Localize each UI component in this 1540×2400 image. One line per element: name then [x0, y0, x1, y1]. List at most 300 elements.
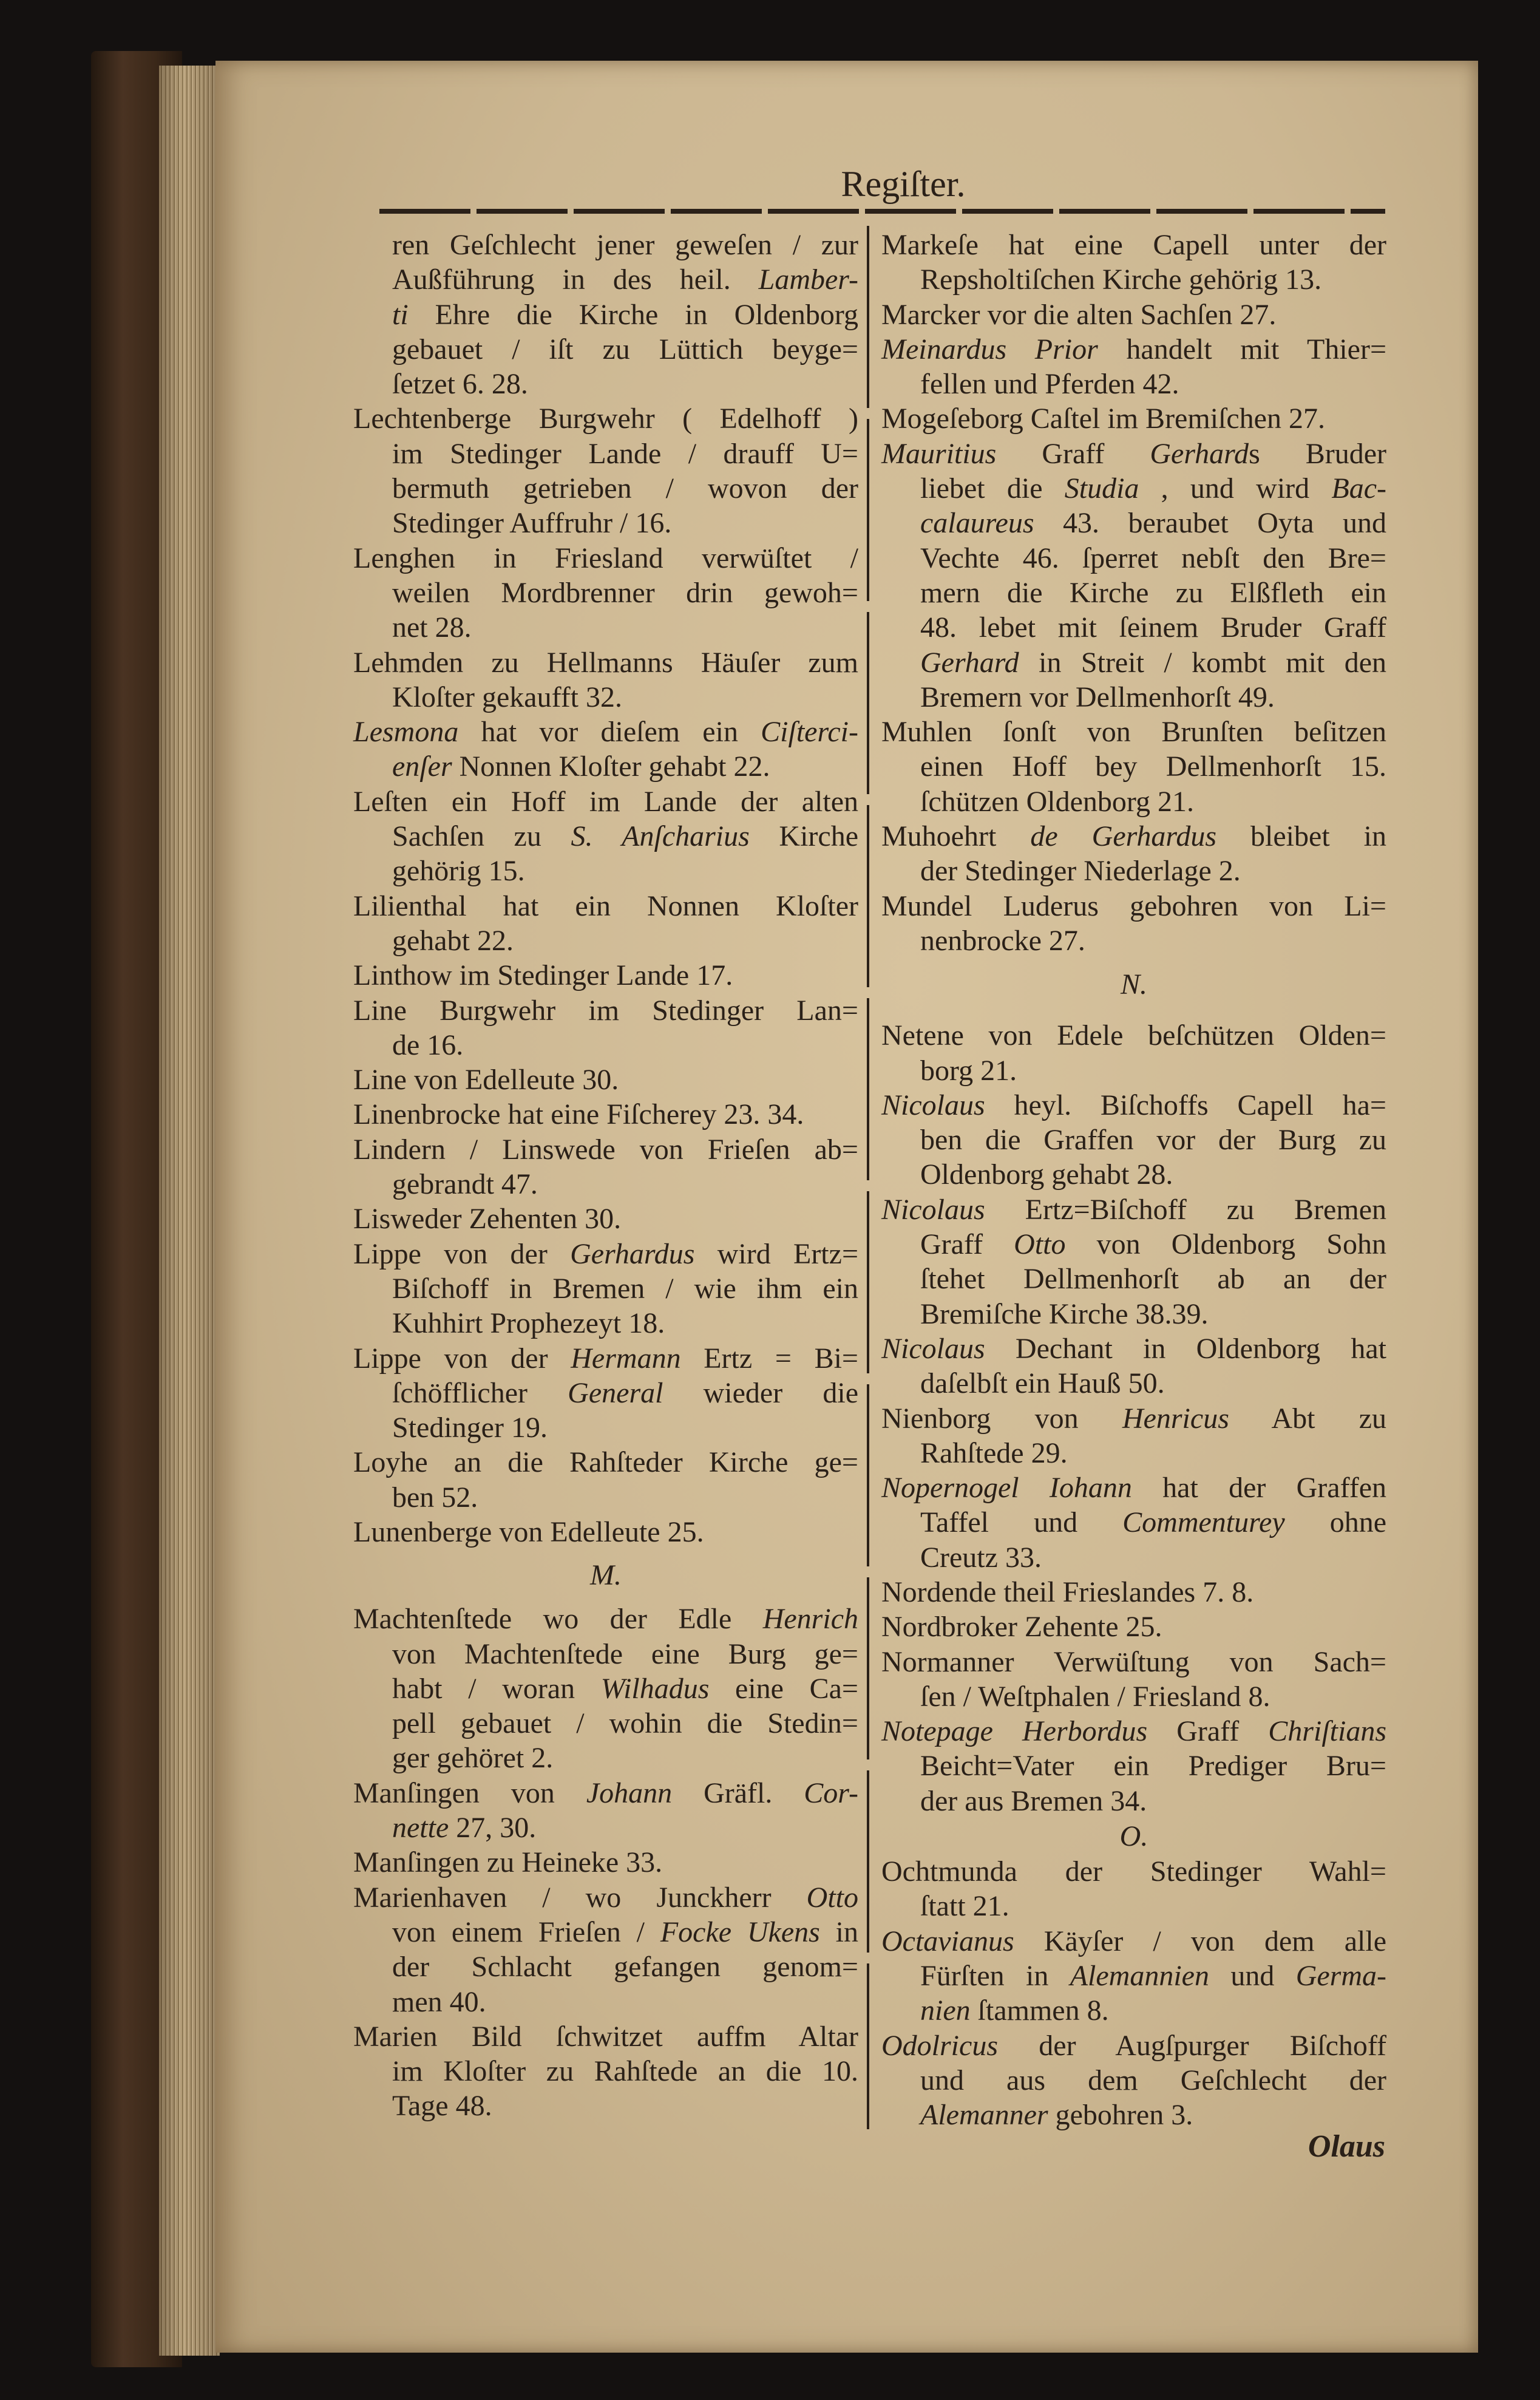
- index-text: Ertz = Bi=: [680, 1342, 859, 1375]
- index-text: Mogeſeborg Caſtel im Bremiſchen 27.: [881, 403, 1325, 435]
- running-head: Regiſter.: [841, 164, 966, 204]
- index-line: [353, 1776, 858, 1810]
- index-text: Graff: [1147, 1715, 1269, 1748]
- index-entry: [881, 1645, 1386, 1715]
- index-text: Oldenborg gehabt 28.: [920, 1158, 1173, 1191]
- index-line: [881, 1575, 1386, 1610]
- index-line: [881, 1854, 1386, 1889]
- index-line: [881, 784, 1386, 819]
- index-text: Kirche: [749, 820, 859, 853]
- index-line: [881, 854, 1386, 888]
- index-text: Creutz 33.: [920, 1541, 1042, 1574]
- index-line: [881, 819, 1386, 854]
- index-italic-text: Wilhadus: [600, 1672, 710, 1705]
- index-line: [353, 1985, 858, 2019]
- index-line: [881, 1262, 1386, 1296]
- index-text: gebohren 3.: [1048, 2099, 1193, 2132]
- index-text: von Oldenborg Sohn: [1065, 1228, 1386, 1261]
- index-text: Bremiſche Kirche 38.39.: [920, 1297, 1209, 1330]
- index-entry: [881, 1470, 1386, 1575]
- index-entry: [353, 1602, 858, 1775]
- index-italic-text: Ciſterci-: [761, 716, 858, 749]
- index-entry: [881, 228, 1386, 297]
- index-text: Abt zu: [1229, 1402, 1387, 1435]
- index-text: 43. beraubet Oyta und: [1034, 507, 1386, 540]
- index-italic-text: Gerhard: [1150, 437, 1249, 470]
- index-text: und aus dem Geſchlecht der: [920, 2064, 1386, 2096]
- index-text: habt / woran: [392, 1672, 601, 1705]
- index-line: [353, 1028, 858, 1062]
- index-line: [353, 1880, 858, 1915]
- index-line: [353, 1410, 858, 1445]
- index-text: Muhoehrt: [881, 820, 1031, 853]
- index-line: [881, 297, 1386, 332]
- index-line: [881, 1784, 1386, 1818]
- index-italic-text: Johann: [586, 1776, 673, 1809]
- index-text: nenbrocke 27.: [920, 924, 1085, 957]
- index-text: borg 21.: [920, 1054, 1017, 1087]
- index-text: Marien Bild ſchwitzet auffm Altar: [353, 2020, 858, 2053]
- index-italic-text: Henricus: [1122, 1402, 1229, 1435]
- index-line: [353, 262, 858, 297]
- index-line: [353, 1097, 858, 1132]
- section-heading-n: N.: [1120, 968, 1147, 1001]
- index-text: Lippe von der: [353, 1237, 571, 1270]
- index-text: von einem Frieſen /: [392, 1916, 660, 1948]
- index-line: [881, 1088, 1386, 1123]
- index-text: Dechant in Oldenborg hat: [985, 1332, 1386, 1365]
- index-text: Line von Edelleute 30.: [353, 1064, 619, 1096]
- index-text: Markeſe hat eine Capell unter der: [881, 229, 1386, 261]
- index-text: Linthow im Stedinger Lande 17.: [353, 959, 733, 992]
- index-line: [881, 889, 1386, 923]
- index-line: [881, 1749, 1386, 1783]
- index-italic-text: General: [568, 1376, 663, 1409]
- index-text: Lehmden zu Hellmanns Häuſer zum: [353, 646, 858, 679]
- index-italic-text: Nicolaus: [881, 1193, 985, 1226]
- index-line: [881, 228, 1386, 262]
- index-italic-text: Odolricus: [881, 2029, 998, 2062]
- index-text: in: [819, 1916, 859, 1948]
- index-line: [881, 923, 1386, 958]
- index-line: [353, 2089, 858, 2123]
- index-line: [353, 1306, 858, 1341]
- index-text: Beicht=Vater ein Prediger Bru=: [920, 1750, 1386, 1783]
- index-italic-text: calaureus: [920, 507, 1034, 540]
- index-line: [353, 541, 858, 576]
- index-text: im Stedinger Lande / drauff U=: [392, 437, 858, 470]
- index-italic-text: Otto: [1014, 1228, 1066, 1261]
- index-line: [881, 1924, 1386, 1959]
- index-entry: [881, 332, 1386, 402]
- index-line: [881, 1645, 1386, 1679]
- index-line: [353, 576, 858, 610]
- index-text: Ehre die Kirche in Oldenborg: [408, 298, 858, 331]
- index-text: Kuhhirt Prophezeyt 18.: [392, 1307, 665, 1340]
- index-text: net 28.: [392, 611, 472, 644]
- index-italic-text: Chriſtians: [1268, 1715, 1386, 1748]
- index-entry: [881, 1575, 1386, 1610]
- index-line: [881, 1436, 1386, 1470]
- index-text: Biſchoff in Bremen / wie ihm ein: [392, 1272, 858, 1305]
- index-italic-text: Commenturey: [1122, 1506, 1285, 1539]
- index-entry: [881, 1331, 1386, 1401]
- index-text: Graff: [996, 437, 1150, 470]
- index-entry: [353, 1776, 858, 1846]
- index-line: [353, 2019, 858, 2054]
- index-line: [881, 1959, 1386, 1993]
- index-line: [881, 1610, 1386, 1644]
- index-line: [881, 1297, 1386, 1331]
- index-text: Repsholtiſchen Kirche gehörig 13.: [920, 263, 1322, 296]
- index-italic-text: Nicolaus: [881, 1332, 985, 1365]
- index-text: men 40.: [392, 1985, 486, 2018]
- index-line: [881, 1993, 1386, 2028]
- index-line: [881, 645, 1386, 680]
- index-text: Machtenſtede wo der Edle: [353, 1603, 763, 1636]
- index-italic-text: Cor-: [804, 1776, 858, 1809]
- index-text: Käyſer / von dem alle: [1014, 1925, 1386, 1957]
- index-text: s Bruder: [1249, 437, 1387, 470]
- index-italic-text: enſer: [392, 750, 452, 783]
- index-entry: [881, 401, 1386, 436]
- index-italic-text: ti: [392, 298, 409, 331]
- index-line: [353, 749, 858, 784]
- index-text: Line Burgwehr im Stedinger Lan=: [353, 994, 858, 1027]
- index-text: ſtammen 8.: [970, 1994, 1109, 2027]
- index-line: [353, 1637, 858, 1671]
- index-entry: [353, 889, 858, 959]
- index-line: [881, 437, 1386, 471]
- index-line: [353, 645, 858, 680]
- index-text: heyl. Biſchoffs Capell ha=: [985, 1089, 1386, 1121]
- index-text: mern die Kirche zu Elßfleth ein: [920, 576, 1386, 609]
- index-italic-text: nien: [920, 1994, 971, 2027]
- index-text: hat der Graffen: [1131, 1472, 1387, 1504]
- index-text: Lenghen in Friesland verwüſtet /: [353, 542, 858, 574]
- index-line: [881, 715, 1386, 749]
- column-divider: [867, 226, 869, 2129]
- index-line: [353, 228, 858, 262]
- header-rule: [379, 209, 1385, 214]
- index-line: [353, 680, 858, 715]
- index-italic-text: Octavianus: [881, 1925, 1014, 1957]
- index-text: ohne: [1284, 1506, 1387, 1539]
- index-entry: [353, 401, 858, 540]
- index-line: [353, 889, 858, 923]
- index-line: [881, 1714, 1386, 1749]
- index-entry: [881, 1088, 1386, 1192]
- index-entry: [353, 1062, 858, 1097]
- index-text: weilen Mordbrenner drin gewoh=: [392, 576, 858, 609]
- index-line: [353, 1741, 858, 1775]
- index-text: de 16.: [392, 1028, 464, 1061]
- index-text: wird Ertz=: [694, 1237, 859, 1270]
- index-entry: [881, 1854, 1386, 1924]
- index-line: [881, 1679, 1386, 1714]
- index-line: [881, 367, 1386, 401]
- index-italic-text: Henrich: [762, 1603, 858, 1636]
- index-line: [881, 332, 1386, 367]
- index-entry: [353, 715, 858, 784]
- index-text: ſtehet Dellmenhorſt ab an der: [920, 1263, 1386, 1296]
- index-italic-text: Hermann: [571, 1342, 681, 1375]
- index-text: ben 52.: [392, 1481, 478, 1514]
- index-entry: [881, 2028, 1386, 2133]
- index-text: pell gebauet / wohin die Stedin=: [392, 1707, 858, 1740]
- index-line: [353, 471, 858, 506]
- index-italic-text: Lesmona: [353, 716, 459, 749]
- index-line: [353, 1237, 858, 1271]
- index-text: Muhlen ſonſt von Brunſten beſitzen: [881, 716, 1386, 749]
- index-line: [353, 1480, 858, 1515]
- index-line: [353, 715, 858, 749]
- index-line: [353, 1341, 858, 1376]
- index-text: im Kloſter zu Rahſtede an die 10.: [392, 2055, 858, 2088]
- index-text: bermuth getrieben / wovon der: [392, 472, 858, 505]
- index-text: Marienhaven / wo Junckherr: [353, 1881, 807, 1914]
- index-entry: [353, 1341, 858, 1446]
- index-line: [353, 854, 858, 888]
- index-text: Marcker vor die alten Sachſen 27.: [881, 298, 1277, 331]
- index-text: der Augſpurger Biſchoff: [998, 2029, 1386, 2062]
- index-line: [353, 1845, 858, 1880]
- index-text: wieder die: [663, 1376, 859, 1409]
- index-entry: [881, 819, 1386, 889]
- index-line: [881, 1018, 1386, 1053]
- index-text: Nonnen Kloſter gehabt 22.: [452, 750, 770, 783]
- catchword: Olaus: [1308, 2129, 1385, 2164]
- index-text: der Stedinger Niederlage 2.: [920, 855, 1241, 888]
- index-line: [353, 923, 858, 958]
- index-italic-text: Alemanner: [920, 2099, 1048, 2132]
- index-text: Außführung in des heil.: [392, 263, 759, 296]
- index-line: [353, 819, 858, 854]
- index-text: Ochtmunda der Stedinger Wahl=: [881, 1855, 1386, 1888]
- index-entry: [353, 993, 858, 1063]
- index-line: [353, 401, 858, 436]
- index-entry: [881, 1610, 1386, 1644]
- index-entry: [353, 1132, 858, 1202]
- index-line: [881, 506, 1386, 540]
- index-line: [881, 576, 1386, 610]
- index-entry: [353, 1845, 858, 1880]
- index-line: [881, 610, 1386, 645]
- index-entry: [353, 958, 858, 993]
- index-entry: [881, 889, 1386, 959]
- index-italic-text: de Gerhardus: [1030, 820, 1217, 853]
- index-text: Lunenberge von Edelleute 25.: [353, 1515, 704, 1548]
- index-italic-text: Bac-: [1331, 472, 1386, 505]
- index-line: [881, 471, 1386, 506]
- index-text: Lindern / Linswede von Frieſen ab=: [353, 1133, 858, 1166]
- index-line: [353, 297, 858, 332]
- index-text: Bremern vor Dellmenhorſt 49.: [920, 681, 1275, 713]
- index-text: liebet die: [920, 472, 1065, 505]
- index-text: Ertz=Biſchoff zu Bremen: [985, 1193, 1386, 1226]
- index-text: ſtatt 21.: [920, 1890, 1009, 1923]
- index-text: Leſten ein Hoff im Lande der alten: [353, 785, 858, 818]
- index-italic-text: Germa-: [1295, 1959, 1386, 1992]
- index-line: [881, 1227, 1386, 1262]
- index-italic-text: Lamber-: [758, 263, 858, 296]
- index-italic-text: Gerhardus: [570, 1237, 695, 1270]
- index-entry: [353, 1515, 858, 1549]
- index-text: bleibet in: [1216, 820, 1386, 853]
- index-italic-text: Gerhard: [920, 646, 1019, 679]
- index-line: [881, 680, 1386, 715]
- index-line: [881, 2063, 1386, 2098]
- index-line: [881, 401, 1386, 436]
- index-text: Vechte 46. ſperret nebſt den Bre=: [920, 542, 1386, 574]
- index-line: [353, 610, 858, 645]
- index-text: der Schlacht gefangen genom=: [392, 1951, 858, 1984]
- index-entry: [353, 1445, 858, 1515]
- index-text: Nienborg von: [881, 1402, 1122, 1435]
- index-text: Taffel und: [920, 1506, 1123, 1539]
- section-heading-m: M.: [590, 1559, 622, 1592]
- index-text: Tage 48.: [392, 2090, 492, 2123]
- index-entry: [353, 784, 858, 889]
- index-text: , und wird: [1139, 472, 1332, 505]
- index-entry: [353, 541, 858, 645]
- index-text: hat vor dieſem ein: [458, 716, 761, 749]
- index-text: der aus Bremen 34.: [920, 1784, 1147, 1817]
- index-line: [353, 1915, 858, 1950]
- index-text: handelt mit Thier=: [1097, 333, 1387, 365]
- index-entry: [353, 1202, 858, 1236]
- index-text: Netene von Edele beſchützen Olden=: [881, 1019, 1386, 1052]
- index-text: gehabt 22.: [392, 924, 514, 957]
- index-line: [353, 367, 858, 401]
- index-entry: [881, 1401, 1386, 1471]
- index-text: Graff: [920, 1228, 1014, 1261]
- index-line: [353, 1376, 858, 1410]
- index-line: [353, 1950, 858, 1984]
- index-column-left: [353, 228, 858, 2124]
- index-text: Fürſten in: [920, 1959, 1070, 1992]
- index-text: ſetzet 6. 28.: [392, 368, 528, 401]
- index-entry: [881, 297, 1386, 332]
- index-column-right: [881, 228, 1386, 2132]
- index-text: Linenbrocke hat eine Fiſcherey 23. 34.: [353, 1098, 804, 1131]
- index-entry: [881, 1924, 1386, 2028]
- index-line: [353, 1271, 858, 1306]
- index-text: ren Geſchlecht jener geweſen / zur: [392, 229, 858, 261]
- index-text: einen Hoff bey Dellmenhorſt 15.: [920, 750, 1386, 783]
- index-italic-text: Nicolaus: [881, 1089, 985, 1121]
- index-line: [353, 2054, 858, 2089]
- index-text: gebrandt 47.: [392, 1168, 538, 1201]
- index-text: Gräfl.: [672, 1776, 804, 1809]
- index-entry: [353, 645, 858, 715]
- index-line: [881, 1505, 1386, 1540]
- index-line: [881, 262, 1386, 297]
- index-italic-text: Notepage Herbordus: [881, 1715, 1148, 1748]
- index-line: [881, 1470, 1386, 1505]
- index-text: ſchöfflicher: [392, 1376, 568, 1409]
- index-text: und: [1209, 1959, 1296, 1992]
- index-text: Lilienthal hat ein Nonnen Kloſter: [353, 889, 858, 922]
- index-text: Loyhe an die Rahſteder Kirche ge=: [353, 1446, 858, 1479]
- index-text: eine Ca=: [709, 1672, 858, 1705]
- index-text: Manſingen von: [353, 1776, 586, 1809]
- index-text: daſelbſt ein Hauß 50.: [920, 1367, 1165, 1400]
- index-line: [353, 993, 858, 1028]
- index-text: Rahſtede 29.: [920, 1436, 1068, 1469]
- index-text: Normanner Verwüſtung von Sach=: [881, 1645, 1386, 1678]
- index-line: [353, 1810, 858, 1845]
- index-line: [881, 749, 1386, 784]
- index-line: [353, 437, 858, 471]
- index-line: [353, 1062, 858, 1097]
- index-italic-text: Mauritius: [881, 437, 997, 470]
- index-text: Manſingen zu Heineke 33.: [353, 1846, 663, 1879]
- index-text: Sachſen zu: [392, 820, 571, 853]
- index-line: [881, 1366, 1386, 1401]
- index-line: [881, 2028, 1386, 2063]
- index-text: Lippe von der: [353, 1342, 571, 1375]
- index-line: [353, 1706, 858, 1741]
- index-italic-text: S. Anſcharius: [571, 820, 750, 853]
- section-heading-o: O.: [1119, 1820, 1148, 1853]
- index-text: Mundel Luderus gebohren von Li=: [881, 889, 1386, 922]
- index-line: [881, 541, 1386, 576]
- index-text: Nordende theil Frieslandes 7. 8.: [881, 1576, 1254, 1608]
- index-entry: [881, 1192, 1386, 1331]
- index-italic-text: Focke Ukens: [660, 1916, 820, 1948]
- index-text: 27, 30.: [449, 1812, 537, 1844]
- index-italic-text: Nopernogel Iohann: [881, 1472, 1132, 1504]
- index-text: gehörig 15.: [392, 855, 525, 888]
- index-text: in Streit / kombt mit den: [1019, 646, 1386, 679]
- index-line: [353, 958, 858, 993]
- index-text: fellen und Pferden 42.: [920, 368, 1179, 401]
- index-text: ſen / Weſtphalen / Friesland 8.: [920, 1680, 1270, 1713]
- index-text: Nordbroker Zehente 25.: [881, 1611, 1162, 1644]
- index-line: [881, 1331, 1386, 1366]
- index-italic-text: Alemannien: [1070, 1959, 1209, 1992]
- index-text: von Machtenſtede eine Burg ge=: [392, 1637, 858, 1670]
- index-entry: [353, 1880, 858, 2019]
- index-line: [353, 332, 858, 367]
- index-text: Stedinger 19.: [392, 1412, 548, 1444]
- index-line: [881, 2098, 1386, 2132]
- index-entry: [353, 1237, 858, 1341]
- index-text: gebauet / iſt zu Lüttich beyge=: [392, 333, 858, 365]
- index-line: [353, 1132, 858, 1167]
- index-line: [881, 1192, 1386, 1227]
- index-line: [353, 1602, 858, 1636]
- index-line: [881, 1401, 1386, 1436]
- index-text: Lechtenberge Burgwehr ( Edelhoff ): [353, 403, 858, 435]
- index-text: Kloſter gekaufft 32.: [392, 681, 623, 713]
- index-text: ben die Graffen vor der Burg zu: [920, 1124, 1386, 1157]
- index-entry: [881, 437, 1386, 715]
- index-line: [881, 1053, 1386, 1088]
- index-text: 48. lebet mit ſeinem Bruder Graff: [920, 611, 1386, 644]
- index-text: ſchützen Oldenborg 21.: [920, 785, 1195, 818]
- index-entry: [881, 1714, 1386, 1818]
- index-text: Lisweder Zehenten 30.: [353, 1203, 622, 1236]
- index-line: [353, 1202, 858, 1236]
- index-text: ger gehöret 2.: [392, 1742, 554, 1775]
- index-line: [881, 1123, 1386, 1157]
- index-line: [353, 1445, 858, 1480]
- index-text: Stedinger Auffruhr / 16.: [392, 507, 672, 540]
- index-line: [353, 784, 858, 819]
- index-line: [353, 1167, 858, 1202]
